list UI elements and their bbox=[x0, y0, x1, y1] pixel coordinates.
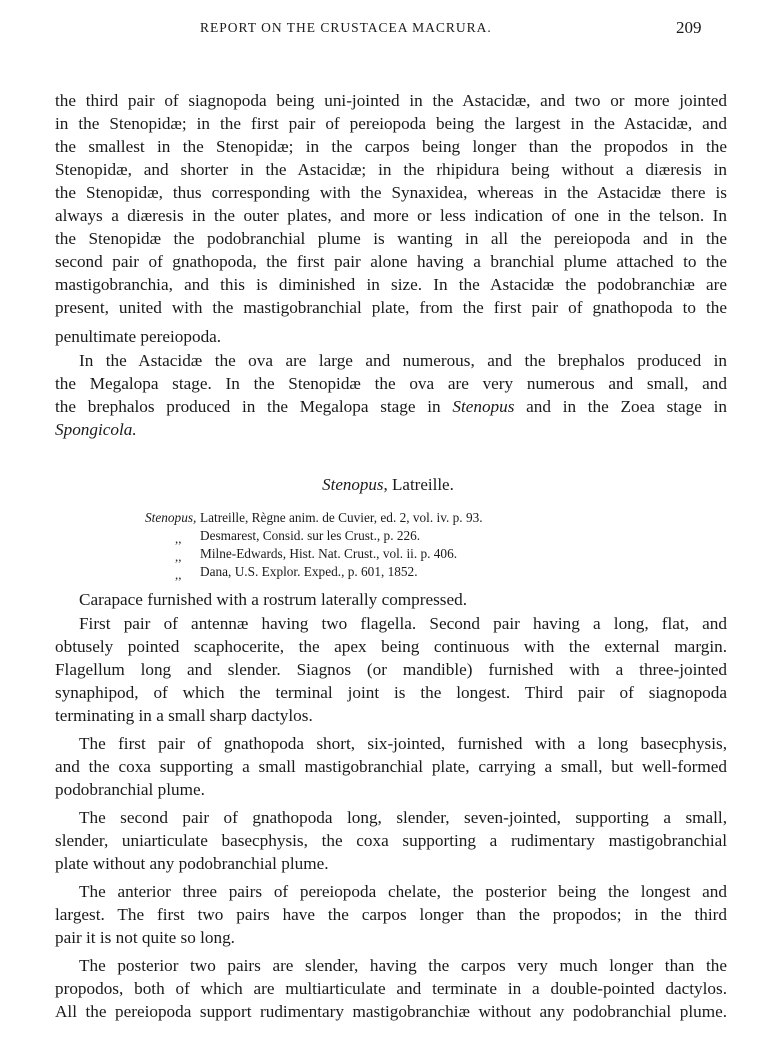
reference-item: Desmarest, Consid. sur les Crust., p. 226. bbox=[200, 528, 421, 543]
text-line bbox=[79, 351, 727, 371]
text-line bbox=[55, 683, 727, 703]
text-segment: the Stenopidæ, thus corresponding with the Synaxidea, whereas in the Astacidæ there is bbox=[55, 183, 727, 202]
text-segment: always a diæresis in the outer plates, and more or less indication of one in the telson. In bbox=[55, 206, 727, 225]
italic-taxon: Spongicola. bbox=[55, 420, 137, 439]
genus-heading bbox=[0, 475, 776, 495]
text-line bbox=[55, 206, 727, 226]
running-title: REPORT ON THE CRUSTACEA MACRURA. bbox=[200, 20, 492, 35]
text-line bbox=[55, 275, 727, 295]
text-segment: mastigobranchia, and this is diminished in size. In the Astacidæ the podobranchiæ are bbox=[55, 275, 727, 294]
text-segment: the smallest in the Stenopidæ; in the carpos being longer than the propodos in the bbox=[55, 137, 727, 156]
text-line bbox=[55, 660, 727, 680]
text-line bbox=[55, 928, 727, 948]
text-segment: Stenopidæ, and shorter in the Astacidæ; in the rhipidura being without a diæresis in bbox=[55, 160, 727, 179]
text-segment: obtusely pointed scaphocerite, the apex being continuous with the external margin. bbox=[55, 637, 727, 656]
text-line bbox=[55, 905, 727, 925]
text-segment: slender, uniarticulate basecphysis, the coxa supporting a rudimentary mastigobranchial bbox=[55, 831, 727, 850]
text-line bbox=[55, 252, 727, 272]
italic-taxon: Stenopus bbox=[452, 397, 515, 416]
text-segment: Carapace furnished with a rostrum laterally compressed. bbox=[79, 590, 468, 609]
text-segment: second pair of gnathopoda, the first pair alone having a branchial plume attached to the bbox=[55, 252, 727, 271]
text-segment: present, united with the mastigobranchial plate, from the first pair of gnathopoda to the bbox=[55, 298, 727, 317]
text-line bbox=[55, 780, 727, 800]
text-segment: the third pair of siagnopoda being uni-jointed in the Astacidæ, and two or more jointed bbox=[55, 91, 727, 110]
text-line bbox=[79, 734, 727, 754]
text-line bbox=[55, 637, 727, 657]
text-line bbox=[55, 183, 727, 203]
text-line bbox=[55, 91, 727, 111]
text-line bbox=[55, 160, 727, 180]
text-line bbox=[79, 614, 727, 634]
text-line bbox=[55, 114, 727, 134]
text-segment: pair it is not quite so long. bbox=[55, 928, 235, 947]
reference-item: Dana, U.S. Explor. Exped., p. 601, 1852. bbox=[200, 564, 418, 579]
reference-item: Milne-Edwards, Hist. Nat. Crust., vol. ii. p. 406. bbox=[200, 546, 458, 561]
text-segment: terminating in a small sharp dactylos. bbox=[55, 706, 313, 725]
text-segment: In the Astacidæ the ova are large and numerous, and the brephalos produced in bbox=[79, 351, 727, 370]
text-line bbox=[55, 1002, 727, 1022]
ditto-mark: ,, bbox=[175, 567, 182, 582]
text-line bbox=[55, 979, 727, 999]
text-line bbox=[55, 397, 727, 417]
text-segment: The anterior three pairs of pereiopoda chelate, the posterior being the longest and bbox=[79, 882, 727, 901]
ditto-mark: ,, bbox=[175, 531, 182, 546]
ditto-mark: ,, bbox=[175, 549, 182, 564]
text-line bbox=[79, 590, 727, 610]
text-segment: the Stenopidæ the podobranchial plume is wanting in all the pereiopoda and in the bbox=[55, 229, 727, 248]
text-segment: The second pair of gnathopoda long, slender, seven-jointed, supporting a small, bbox=[79, 808, 727, 827]
genus-name: Stenopus bbox=[322, 475, 384, 494]
text-segment: in the Stenopidæ; in the first pair of pereiopoda being the largest in the Astacidæ, and bbox=[55, 114, 727, 133]
text-segment: plate without any podobranchial plume. bbox=[55, 854, 329, 873]
text-line bbox=[55, 706, 727, 726]
text-segment: Flagellum long and slender. Siagnos (or mandible) furnished with a three-jointed bbox=[55, 660, 727, 679]
text-segment: the brephalos produced in the Megalopa stage in bbox=[55, 397, 453, 416]
text-segment: propodos, both of which are multiarticulate and terminate in a double-pointed dactylos. bbox=[55, 979, 727, 998]
text-line bbox=[55, 854, 727, 874]
text-line bbox=[55, 137, 727, 157]
text-line bbox=[55, 831, 727, 851]
text-segment: and the coxa supporting a small mastigobranchial plate, carrying a small, but well-formed bbox=[55, 757, 727, 776]
text-segment: The first pair of gnathopoda short, six-jointed, furnished with a long basecphysis, bbox=[79, 734, 727, 753]
text-line bbox=[79, 882, 727, 902]
text-segment: the Megalopa stage. In the Stenopidæ the ova are very numerous and small, and bbox=[55, 374, 727, 393]
text-segment: podobranchial plume. bbox=[55, 780, 205, 799]
text-line bbox=[55, 327, 727, 347]
running-header bbox=[0, 18, 776, 38]
text-segment: penultimate pereiopoda. bbox=[55, 327, 222, 346]
text-line bbox=[55, 757, 727, 777]
text-line bbox=[55, 420, 727, 440]
page-number: 209 bbox=[676, 18, 702, 37]
text-line bbox=[79, 956, 727, 976]
text-segment: synaphipod, of which the terminal joint is the longest. Third pair of siagnopoda bbox=[55, 683, 727, 702]
text-line bbox=[79, 808, 727, 828]
genus-author: , Latreille. bbox=[383, 475, 454, 494]
text-segment: The posterior two pairs are slender, having the carpos very much longer than the bbox=[79, 956, 727, 975]
text-line bbox=[55, 229, 727, 249]
text-segment: and in the Zoea stage in bbox=[514, 397, 727, 416]
text-segment: All the pereiopoda support rudimentary mastigobranchiæ without any podobranchial plume. bbox=[55, 1002, 727, 1021]
text-line bbox=[55, 374, 727, 394]
text-segment: First pair of antennæ having two flagella. Second pair having a long, flat, and bbox=[79, 614, 727, 633]
reference-item: Latreille, Règne anim. de Cuvier, ed. 2, vol. iv. p. 93. bbox=[200, 510, 483, 525]
text-line bbox=[55, 298, 727, 318]
reference-genus: Stenopus, bbox=[145, 510, 197, 525]
text-segment: largest. The first two pairs have the carpos longer than the propodos; in the third bbox=[55, 905, 727, 924]
